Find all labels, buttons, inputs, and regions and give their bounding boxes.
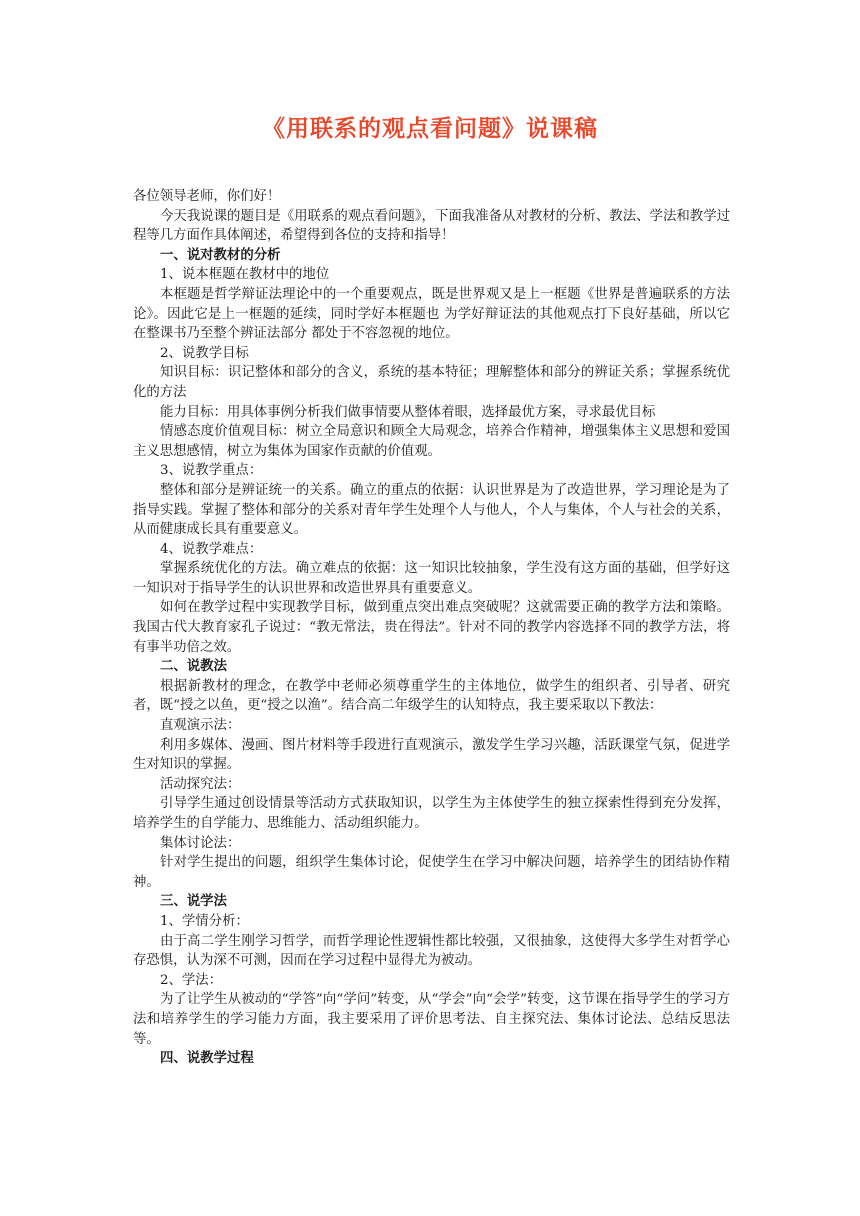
paragraph-position: 本框题是哲学辩证法理论中的一个重要观点，既是世界观又是上一框题《世界是普遍联系的方法论》。因此它是上一框题的延续，同时学好本框题也 为学好辩证法的其他观点打下良好基础，所以它在整课书乃至整个辨证法部分 都处于不容忽视的地位。: [133, 286, 730, 342]
page-title: 《用联系的观点看问题》说课稿: [262, 115, 598, 142]
section-heading-learning-method: 三、说学法: [160, 893, 227, 910]
paragraph-ability-goal: 能力目标：用具体事例分析我们做事情要从整体着眼，选择最优方案，寻求最优目标: [160, 404, 656, 420]
subheading-goals: 2、说教学目标: [160, 345, 249, 361]
paragraph-key-point: 整体和部分是辨证统一的关系。确立的重点的依据：认识世界是为了改造世界，学习理论是为了指导实践。掌握了整体和部分的关系对青年学生处理个人与他人，个人与集体，个人与社会的关系，从而健康成长具有重要意义。: [133, 482, 730, 538]
paragraph-teaching-method: 根据新教材的理念，在教学中老师必须尊重学生的主体地位，做学生的组织者、引导者、研究者，既“授之以鱼，更“授之以渔”。结合高二年级学生的认知特点，我主要采取以下教法：: [133, 678, 730, 714]
paragraph-inquiry-method: 引导学生通过创设情景等活动方式获取知识，以学生为主体使学生的独立探索性得到充分发挥，培养学生的自学能力、思维能力、活动组织能力。: [133, 796, 730, 831]
subheading-inquiry-method: 活动探究法：: [160, 776, 241, 792]
subheading-learning-method: 2、学法：: [160, 972, 223, 988]
paragraph-learning-method: 为了让学生从被动的“学答”向“学问”转变，从“学会”向“会学”转变，这节课在指导学生的学习方法和培养学生的学习能力方面，我主要采用了评价思考法、自主探究法、集体讨论法、总结反思法等。: [133, 992, 730, 1047]
subheading-demo-method: 直观演示法：: [160, 718, 241, 734]
greeting: 各位领导老师，你们好！: [133, 189, 281, 204]
subheading-key-point: 3、说教学重点：: [160, 463, 263, 479]
section-heading-textbook-analysis: 一、说对教材的分析: [160, 246, 281, 263]
paragraph-strategy: 如何在教学过程中实现教学目标，做到重点突出难点突破呢？这就需要正确的教学方法和策略。我国古代大教育家孔子说过：“教无常法，贵在得法”。针对不同的教学内容选择不同的教学方法，将有事半功倍之效。: [133, 600, 730, 655]
section-heading-teaching-process: 四、说教学过程: [160, 1050, 254, 1067]
section-heading-teaching-method: 二、说教法: [160, 658, 227, 675]
subheading-discussion-method: 集体讨论法：: [160, 835, 241, 851]
document-body: [133, 187, 730, 1069]
paragraph-attitude-goal: 情感态度价值观目标：树立全局意识和顾全大局观念，培养合作精神，增强集体主义思想和爱国主义思想感情，树立为集体为国家作贡献的价值观。: [133, 424, 730, 459]
subheading-position: 1、说本框题在教材中的地位: [160, 267, 330, 283]
intro-paragraph: 今天我说课的题目是《用联系的观点看问题》，下面我准备从对教材的分析、教法、学法和教学过程等几方面作具体阐述，希望得到各位的支持和指导！: [133, 208, 730, 244]
paragraph-student-analysis: 由于高二学生刚学习哲学，而哲学理论性逻辑性都比较强，又很抽象，这使得大多学生对哲学心存恐惧，认为深不可测，因而在学习过程中显得尤为被动。: [133, 933, 730, 969]
paragraph-difficulty: 掌握系统优化的方法。确立难点的依据：这一知识比较抽象，学生没有这方面的基础，但学好这一知识对于指导学生的认识世界和改造世界具有重要意义。: [133, 561, 730, 596]
subheading-difficulty: 4、说教学难点：: [160, 541, 263, 557]
paragraph-knowledge-goal: 知识目标：识记整体和部分的含义，系统的基本特征；理解整体和部分的辨证关系；掌握系统优化的方法: [133, 365, 730, 400]
subheading-student-analysis: 1、学情分析：: [160, 913, 249, 929]
paragraph-discussion-method: 针对学生提出的问题，组织学生集体讨论，促使学生在学习中解决问题，培养学生的团结协作精神。: [133, 855, 730, 890]
paragraph-demo-method: 利用多媒体、漫画、图片材料等手段进行直观演示，激发学生学习兴趣，活跃课堂气氛，促进学生对知识的掌握。: [133, 737, 730, 773]
